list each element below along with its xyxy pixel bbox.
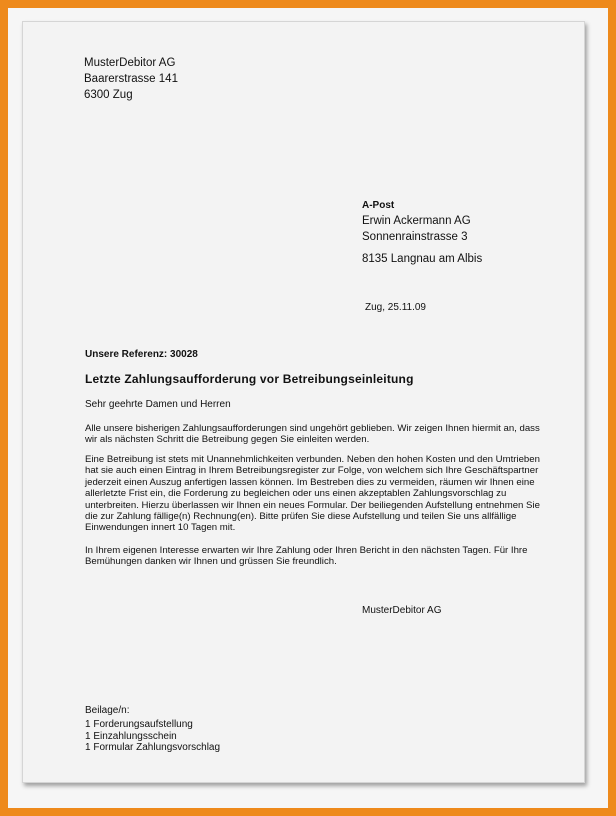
paragraph-line: Einwendungen innert 10 Tagen mit. bbox=[85, 522, 236, 534]
closing-signature: MusterDebitor AG bbox=[362, 605, 442, 616]
recipient-line: Sonnenrainstrasse 3 bbox=[362, 231, 468, 243]
recipient-line: Erwin Ackermann AG bbox=[362, 215, 471, 227]
paragraph-line: allerletzte Frist ein, die Forderung zu begleichen oder uns einen akzeptablen Zahlungsvorschlag zu bbox=[85, 488, 507, 500]
recipient-city: 8135 Langnau am Albis bbox=[362, 253, 483, 265]
enclosure-item: 1 Formular Zahlungsvorschlag bbox=[85, 742, 221, 753]
paragraph-line: unterbreiten. Hierzu überlassen wir Ihnen ein neues Formular. Der beiliegenden Aufstellung entnehmen Sie bbox=[85, 499, 540, 511]
paragraph-line: hat sie auch einen Eintrag in Ihrem Betreibungsregister zur Folge, von welchem sich Ihre Geschäftspartner bbox=[85, 465, 539, 477]
sender-line: 6300 Zug bbox=[84, 89, 133, 101]
reference-line: Unsere Referenz: 30028 bbox=[85, 349, 198, 360]
body-paragraph bbox=[85, 545, 555, 568]
letter-subject: Letzte Zahlungsaufforderung vor Betreibungseinleitung bbox=[85, 372, 414, 386]
paragraph-line: jederzeit einen Auszug anfertigen lassen können. Im Bestreben dies zu vermeiden, räumen wir Ihnen eine bbox=[85, 476, 535, 488]
enclosures-label: Beilage/n: bbox=[85, 705, 130, 716]
paragraph-line: Alle unsere bisherigen Zahlungsaufforderungen sind ungehört geblieben. Wir zeigen Ihnen hiermit an, dass bbox=[85, 423, 540, 434]
salutation: Sehr geehrte Damen und Herren bbox=[85, 399, 231, 410]
enclosure-item: 1 Einzahlungsschein bbox=[85, 730, 177, 742]
mail-class-label: A-Post bbox=[362, 200, 395, 211]
letter-date: Zug, 25.11.09 bbox=[365, 302, 426, 313]
paragraph-line: In Ihrem eigenen Interesse erwarten wir Ihre Zahlung oder Ihren Bericht in den nächsten Tagen. Für Ihre bbox=[85, 545, 528, 556]
recipient-address bbox=[362, 199, 482, 267]
enclosure-item: 1 Forderungsaufstellung bbox=[85, 719, 193, 730]
body-paragraph bbox=[85, 454, 555, 534]
body-paragraph bbox=[85, 423, 555, 446]
sender-line: Baarerstrasse 141 bbox=[84, 73, 178, 85]
paragraph-line: die zur Zahlung fällige(n) Rechnung(en). Bitte prüfen Sie diese Aufstellung und teilen Sie uns allfällige bbox=[85, 511, 517, 523]
letter-page bbox=[22, 21, 585, 783]
paragraph-line: wir als nächsten Schritt die Betreibung gegen Sie einleiten werden. bbox=[85, 434, 370, 446]
enclosures-list bbox=[85, 719, 220, 754]
sender-line: MusterDebitor AG bbox=[84, 57, 176, 69]
paragraph-line: Eine Betreibung ist stets mit Unannehmlichkeiten verbunden. Neben den hohen Kosten und den Umtrieben bbox=[85, 454, 540, 465]
paragraph-line: Bemühungen danken wir Ihnen und grüssen Sie freundlich. bbox=[85, 556, 337, 568]
sender-address bbox=[84, 55, 178, 103]
